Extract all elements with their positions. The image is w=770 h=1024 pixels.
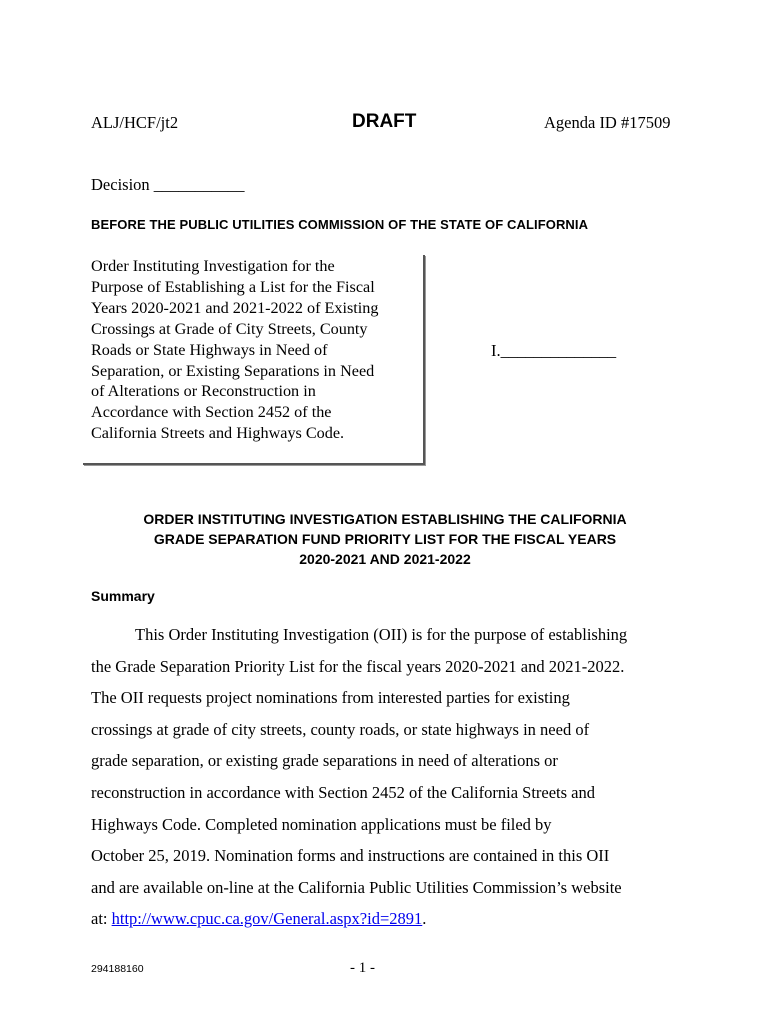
body-line-last [91,903,681,935]
body-line: This Order Instituting Investigation (OII) is for the purpose of establishing [135,625,628,644]
body-line: Highways Code. Completed nomination applications must be filed by [91,814,552,834]
title-line: 2020-2021 AND 2021-2022 [299,551,471,567]
body-line: and are available on-line at the California Public Utilities Commission’s website [91,877,622,897]
caption-line: Separation, or Existing Separations in Need [91,361,375,380]
caption-line: California Streets and Highways Code. [91,424,345,443]
caption-line: Roads or State Highways in Need of [91,340,328,359]
body-line: The OII requests project nominations from interested parties for existing [91,688,570,708]
docket-code: ALJ/HCF/jt2 [91,113,179,132]
summary-heading: Summary [91,588,155,604]
document-title [85,509,685,569]
decision-line: Decision ___________ [91,175,245,194]
title-line: ORDER INSTITUTING INVESTIGATION ESTABLISHING THE CALIFORNIA [143,511,627,527]
summary-body [91,619,681,935]
commission-heading: BEFORE THE PUBLIC UTILITIES COMMISSION OF THE STATE OF CALIFORNIA [91,217,589,232]
page-number: - 1 - [350,960,375,976]
cpuc-website-link[interactable]: http://www.cpuc.ca.gov/General.aspx?id=2891 [111,909,423,929]
caption-line: Order Instituting Investigation for the [91,257,335,275]
case-number: I.______________ [491,341,617,360]
title-line: GRADE SEPARATION FUND PRIORITY LIST FOR THE FISCAL YEARS [153,531,617,547]
caption-line: of Alterations or Reconstruction in [91,382,316,401]
draft-label: DRAFT [352,111,417,132]
body-line: October 25, 2019. Nomination forms and instructions are contained in this OII [91,846,610,866]
body-line: the Grade Separation Priority List for the fiscal years 2020-2021 and 2021-2022. [91,656,625,676]
body-line: grade separation, or existing grade separations in need of alterations or [91,751,558,771]
link-suffix: . [422,909,427,929]
link-prefix: at: [91,909,112,929]
caption-line: Years 2020-2021 and 2021-2022 of Existing [91,298,379,317]
caption-line: Accordance with Section 2452 of the [91,403,332,422]
body-line: crossings at grade of city streets, county roads, or state highways in need of [91,719,590,739]
document-id: 294188160 [91,963,144,975]
agenda-id: Agenda ID #17509 [544,113,671,132]
caption-text [91,256,416,444]
body-line: reconstruction in accordance with Section 2452 of the California Streets and [91,782,596,802]
caption-line: Crossings at Grade of City Streets, County [91,319,368,338]
caption-line: Purpose of Establishing a List for the Fiscal [91,277,375,296]
